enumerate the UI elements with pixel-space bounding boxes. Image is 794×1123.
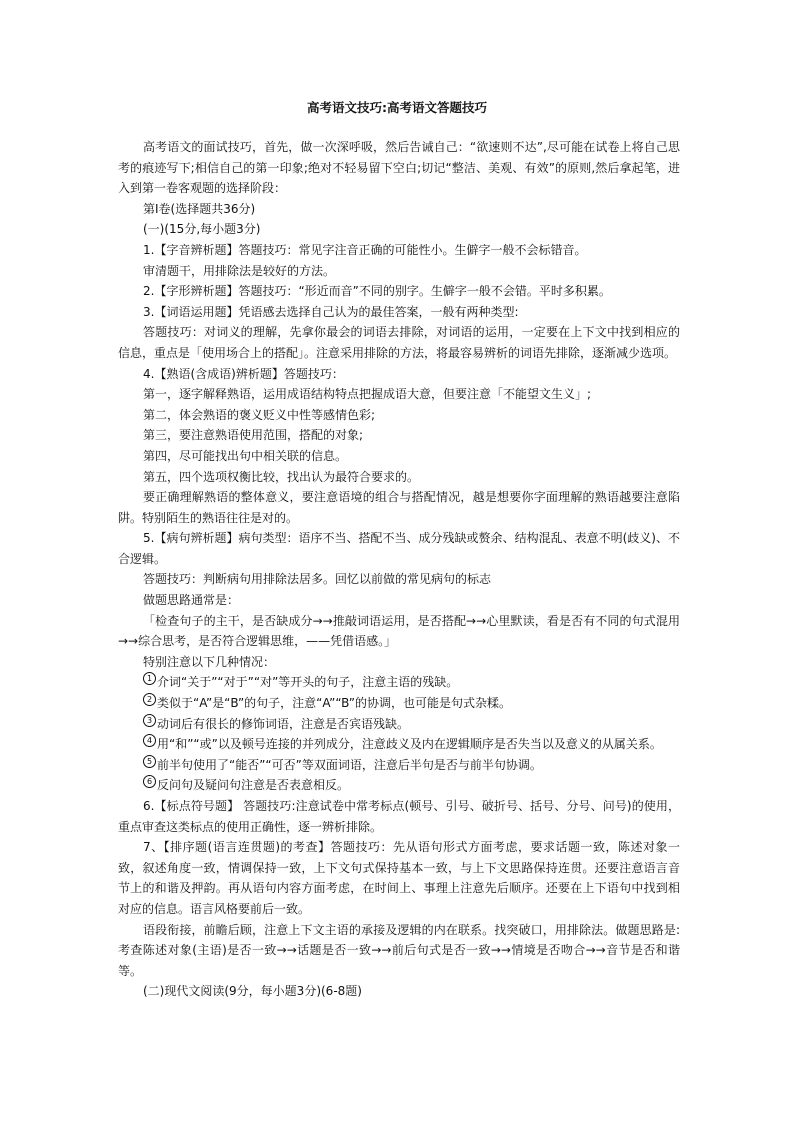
document-body (118, 137, 680, 1002)
question-6: 6.【标点符号题】 答题技巧:注意试卷中常考标点(顿号、引号、破折号、括号、分号、问号)的使用，重点审查这类标点的使用正确性，逐一辨析排除。 (118, 799, 680, 834)
circled-number: 1 (143, 672, 156, 685)
special-item (118, 714, 680, 735)
question-5-quote: 「检查句子的主干，是否缺成分→→推敲词语运用，是否搭配→→心里默读，看是否有不同的句式混用→→综合思考，是否符合逻辑思维，——凭借语感。」 (118, 613, 680, 649)
special-item-text: 类似于“A”是“B”的句子，注意“A”“B”的协调，也可能是句式杂糅。 (157, 696, 511, 711)
question-4-point-4: 第四，尽可能找出句中相关联的信息。 (143, 448, 348, 463)
question-4-point-3: 第三，要注意熟语使用范围，搭配的对象; (143, 428, 364, 443)
question-5-tip: 答题技巧：判断病句用排除法居多。回忆以前做的常见病句的标志 (143, 572, 492, 587)
question-5-special: 特别注意以下几种情况： (143, 654, 276, 669)
question-4-point-2: 第二，体会熟语的褒义贬义中性等感情色彩; (143, 407, 376, 422)
circled-number: 4 (143, 734, 156, 747)
special-item (118, 755, 680, 776)
circled-number: 2 (143, 693, 156, 706)
question-4-tip: 要正确理解熟语的整体意义，要注意语境的组合与搭配情况，越是想要你字面理解的熟语越要注意陷阱。特别陌生的熟语往往是对的。 (118, 490, 680, 525)
special-item-text: 用“和”“或”以及顿号连接的并列成分，注意歧义及内在逻辑顺序是否失当以及意义的从属关系。 (157, 737, 662, 752)
question-1: 1.【字音辨析题】答题技巧：常见字注音正确的可能性小。生僻字一般不会标错音。 (143, 242, 587, 257)
special-item-text: 反问句及疑问句注意是否表意相反。 (157, 778, 350, 793)
question-5: 5.【病句辨析题】病句类型：语序不当、搭配不当、成分残缺或赘余、结构混乱、表意不明(歧义)、不合逻辑。 (118, 531, 680, 566)
special-item-text: 前半句使用了“能否”“可否”等双面词语，注意后半句是否与前半句协调。 (157, 757, 542, 772)
special-item (118, 775, 680, 796)
question-2: 2.【字形辨析题】答题技巧：“形近而音”不同的别字。生僻字一般不会错。平时多积累。 (143, 284, 611, 299)
special-item (118, 693, 680, 714)
circled-number: 5 (143, 755, 156, 768)
section-heading-1: 第Ⅰ卷(选择题共36分) (143, 201, 256, 216)
question-7-tip: 语段衔接，前瞻后顾，注意上下文主语的承接及逻辑的内在联系。找突破口，用排除法。做题思路是:考查陈述对象(主语)是否一致→→话题是否一致→→前后句式是否一致→→情境是否吻合→→音节是否和谐等。 (118, 922, 680, 978)
part-heading-1: (一)(15分,每小题3分) (143, 222, 261, 237)
question-4: 4.【熟语(含成语)辨析题】答题技巧： (143, 366, 344, 381)
question-4-point-5: 第五，四个选项权衡比较，找出认为最符合要求的。 (143, 469, 420, 484)
question-1-tip: 审清题干，用排除法是较好的方法。 (143, 263, 336, 278)
special-item (118, 734, 680, 755)
document-title: 高考语文技巧:高考语文答题技巧 (307, 100, 487, 115)
circled-number: 6 (143, 775, 156, 788)
question-7: 7、【排序题(语言连贯题)的考查】答题技巧：先从语句形式方面考虑，要求话题一致，陈述对象一致，叙述角度一致，情调保持一致，上下文句式保持基本一致，与上下文思路保持连贯。还要注意语言音节上的和谐及押韵。再从语句内容方面考虑，在时间上、事理上注意先后顺序。还要在上下语句中找到相对应的信息。语言风格要前后一致。 (118, 840, 680, 916)
intro-paragraph: 高考语文的面试技巧，首先，做一次深呼吸，然后告诫自己：“欲速则不达”,尽可能在试卷上将自己思考的痕迹写下;相信自己的第一印象;绝对不轻易留下空白;切记“整洁、美观、有效”的原则,然后拿起笔，进入到第一卷客观题的选择阶段： (118, 140, 680, 196)
question-3-tip: 答题技巧：对词义的理解，先拿你最会的词语去排除，对词语的运用，一定要在上下文中找到相应的信息，重点是「使用场合上的搭配」。注意采用排除的方法，将最容易辨析的词语先排除，逐渐减少选项。 (118, 325, 680, 360)
special-item-text: 介词“关于”“对于”“对”等开头的句子，注意主语的残缺。 (157, 675, 459, 690)
special-item-text: 动词后有很长的修饰词语，注意是否宾语残缺。 (157, 716, 410, 731)
question-3: 3.【词语运用题】凭语感去选择自己认为的最佳答案，一般有两种类型: (143, 304, 519, 319)
part-heading-2: (二)现代文阅读(9分，每小题3分)(6-8题) (143, 984, 362, 999)
question-4-point-1: 第一，逐字解释熟语，运用成语结构特点把握成语大意，但要注意「不能望文生义」; (143, 387, 592, 402)
circled-number: 3 (143, 714, 156, 727)
special-item (118, 672, 680, 693)
question-5-idea: 做题思路通常是： (143, 593, 240, 608)
